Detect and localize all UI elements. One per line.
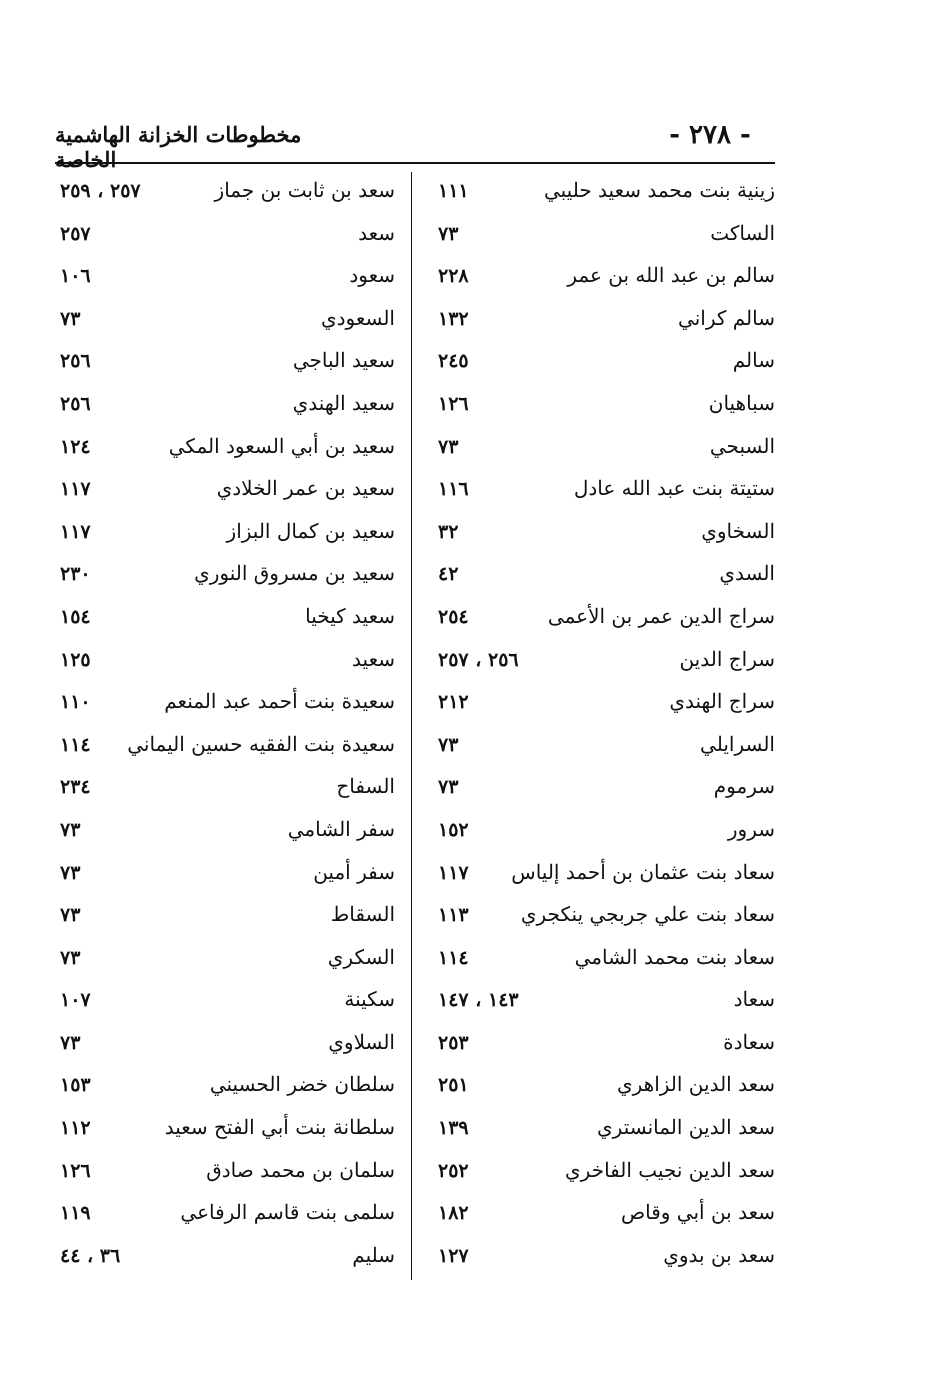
index-entry bbox=[420, 1237, 775, 1280]
index-entry bbox=[55, 215, 395, 258]
column-divider bbox=[411, 172, 412, 1280]
entry-pages: ٧٣ bbox=[60, 946, 81, 969]
index-entry bbox=[55, 555, 395, 598]
index-entry bbox=[420, 598, 775, 641]
entry-pages: ١٥٣ bbox=[60, 1074, 91, 1097]
index-entry bbox=[55, 981, 395, 1024]
entry-name: سعود bbox=[349, 263, 395, 288]
entry-name: سعد الدين الزاهري bbox=[616, 1072, 775, 1097]
entry-pages: ١٣٩ bbox=[438, 1117, 469, 1140]
entry-name: سعاد بنت عثمان بن أحمد إلياس bbox=[511, 859, 775, 884]
entry-pages: ١٢٤ bbox=[60, 435, 91, 458]
index-entry bbox=[420, 641, 775, 684]
entry-name: سرور bbox=[727, 816, 775, 841]
entry-name: سلطانة بنت أبي الفتح سعيد bbox=[164, 1115, 395, 1140]
index-entry bbox=[420, 470, 775, 513]
entry-name: الساكت bbox=[710, 220, 775, 245]
entry-name: سعد بن ثابت بن جماز bbox=[214, 178, 395, 202]
entry-pages: ١٨٢ bbox=[438, 1202, 469, 1225]
entry-pages: ٢٥٧ bbox=[60, 222, 91, 245]
entry-pages: ٧٣ bbox=[60, 818, 81, 841]
entry-pages: ٧٣ bbox=[60, 904, 81, 927]
index-entry bbox=[55, 385, 395, 428]
entry-pages: ٢٥١ bbox=[438, 1074, 469, 1097]
entry-pages: ١٠٦ bbox=[60, 265, 91, 288]
entry-name: سالم bbox=[732, 348, 775, 373]
index-entry bbox=[420, 981, 775, 1024]
entry-pages: ٢٣٤ bbox=[60, 776, 91, 799]
entry-name: السلاوي bbox=[328, 1029, 395, 1054]
index-entry bbox=[420, 1152, 775, 1195]
index-entry bbox=[420, 683, 775, 726]
index-entry bbox=[55, 726, 395, 769]
entry-pages: ٧٣ bbox=[60, 307, 81, 330]
entry-name: سالم بن عبد الله بن عمر bbox=[567, 263, 775, 288]
index-entry bbox=[420, 385, 775, 428]
entry-name: السبحي bbox=[709, 433, 775, 458]
index-entry bbox=[55, 1237, 395, 1280]
index-entry bbox=[55, 428, 395, 471]
entry-name: سرموم bbox=[713, 774, 775, 799]
entry-name: سليم bbox=[352, 1242, 395, 1267]
entry-pages: ١٢٦ bbox=[60, 1159, 91, 1182]
entry-name: السفاح bbox=[336, 774, 395, 799]
index-entry bbox=[420, 1024, 775, 1067]
entry-pages: ١٣٢ bbox=[438, 307, 469, 330]
entry-name: السقاط bbox=[330, 902, 395, 927]
page-number: - ٢٧٨ - bbox=[669, 120, 751, 150]
entry-name: سعاد بنت علي جربجي ينكجري bbox=[520, 902, 775, 927]
entry-pages: ١٢٥ bbox=[60, 648, 91, 671]
entry-pages: ٢٥٦ bbox=[60, 392, 91, 415]
index-entry bbox=[55, 257, 395, 300]
entry-name: سعيد الهندي bbox=[292, 390, 395, 415]
index-entry bbox=[55, 1109, 395, 1152]
entry-name: سراج الهندي bbox=[669, 689, 775, 714]
entry-name: سعيد بن أبي السعود المكي bbox=[168, 433, 395, 458]
entry-pages: ٢٥٤ bbox=[438, 605, 469, 628]
entry-name: سراج الدين bbox=[679, 646, 775, 671]
entry-name: سعد بن بدوي bbox=[663, 1242, 775, 1267]
entry-name: سعيد كيخيا bbox=[305, 603, 395, 628]
entry-name: سلمى بنت قاسم الرفاعي bbox=[180, 1200, 395, 1225]
entry-pages: ٢١٢ bbox=[438, 691, 469, 714]
entry-name: السرايلي bbox=[700, 731, 775, 756]
index-entry bbox=[55, 939, 395, 982]
index-entry bbox=[420, 513, 775, 556]
entry-pages: ١٥٢ bbox=[438, 818, 469, 841]
index-entry bbox=[420, 555, 775, 598]
index-entry bbox=[55, 1066, 395, 1109]
entry-name: سعد الدين نجيب الفاخري bbox=[565, 1157, 775, 1182]
entry-name: السخاوي bbox=[701, 518, 775, 543]
entry-name: سراج الدين عمر بن الأعمى bbox=[547, 603, 775, 628]
entry-name: السعودي bbox=[320, 305, 395, 330]
entry-name: سعيد bbox=[352, 646, 395, 671]
entry-name: سلمان بن محمد صادق bbox=[206, 1157, 395, 1182]
entry-pages: ١٤٣ ، ١٤٧ bbox=[438, 989, 519, 1012]
entry-name: سعيد بن عمر الخلادي bbox=[216, 476, 395, 501]
entry-name: سعد بن أبي وقاص bbox=[620, 1200, 775, 1225]
index-entry bbox=[420, 257, 775, 300]
entry-pages: ١٥٤ bbox=[60, 605, 91, 628]
index-entry bbox=[420, 811, 775, 854]
index-entry bbox=[55, 896, 395, 939]
index-entry bbox=[420, 300, 775, 343]
entry-pages: ١٢٦ bbox=[438, 392, 469, 415]
index-entry bbox=[55, 300, 395, 343]
entry-name: سعد bbox=[358, 220, 395, 245]
entry-name: سعيد بن مسروق النوري bbox=[194, 561, 395, 586]
entry-pages: ٧٣ bbox=[60, 861, 81, 884]
index-entry bbox=[420, 1066, 775, 1109]
entry-name: سعيد الباجي bbox=[292, 348, 395, 373]
index-entry bbox=[420, 854, 775, 897]
index-entry bbox=[55, 470, 395, 513]
index-entry bbox=[420, 1194, 775, 1237]
entry-pages: ٤٢ bbox=[438, 563, 459, 586]
entry-name: سفر أمين bbox=[313, 859, 395, 884]
index-entry bbox=[420, 342, 775, 385]
entry-name: سباهيان bbox=[708, 390, 775, 415]
entry-pages: ١١٧ bbox=[60, 520, 91, 543]
index-entry bbox=[55, 811, 395, 854]
index-entry bbox=[55, 513, 395, 556]
entry-pages: ١١٢ bbox=[60, 1117, 91, 1140]
entry-pages: ٧٣ bbox=[438, 222, 459, 245]
entry-pages: ١١٤ bbox=[438, 946, 469, 969]
index-entry bbox=[55, 683, 395, 726]
entry-pages: ٢٢٨ bbox=[438, 265, 469, 288]
entry-name: سكينة bbox=[344, 987, 395, 1012]
entry-name: سعيد بن كمال البزاز bbox=[226, 518, 395, 543]
entry-name: سلطان خضر الحسيني bbox=[209, 1072, 395, 1097]
index-column-left bbox=[55, 172, 395, 1279]
index-entry bbox=[420, 215, 775, 258]
index-entry bbox=[55, 172, 395, 215]
index-entry bbox=[420, 172, 775, 215]
entry-pages: ١٠٧ bbox=[60, 989, 91, 1012]
index-entry bbox=[55, 641, 395, 684]
entry-name: سعادة bbox=[723, 1029, 775, 1054]
entry-pages: ١١٠ bbox=[60, 691, 91, 714]
index-entry bbox=[55, 1152, 395, 1195]
index-column-right bbox=[420, 172, 775, 1279]
entry-name: سالم كراني bbox=[678, 305, 775, 330]
index-entry bbox=[420, 1109, 775, 1152]
entry-name: سعاد بنت محمد الشامي bbox=[574, 944, 775, 969]
index-entry bbox=[55, 342, 395, 385]
index-entry bbox=[55, 854, 395, 897]
entry-name: سعيدة بنت أحمد عبد المنعم bbox=[164, 689, 395, 714]
entry-pages: ٣٦ ، ٤٤ bbox=[60, 1244, 121, 1267]
entry-pages: ٧٣ bbox=[60, 1031, 81, 1054]
entry-pages: ٢٥٦ bbox=[60, 350, 91, 373]
index-entry bbox=[420, 726, 775, 769]
header-rule bbox=[55, 162, 775, 164]
entry-pages: ٧٣ bbox=[438, 733, 459, 756]
entry-name: السكري bbox=[327, 944, 395, 969]
index-entry bbox=[420, 896, 775, 939]
entry-pages: ٧٣ bbox=[438, 435, 459, 458]
entry-name: سعد الدين المانستري bbox=[597, 1115, 775, 1140]
entry-pages: ١١٤ bbox=[60, 733, 91, 756]
entry-pages: ٧٣ bbox=[438, 776, 459, 799]
entry-pages: ٢٥٣ bbox=[438, 1031, 469, 1054]
index-entry bbox=[55, 598, 395, 641]
index-entry bbox=[420, 939, 775, 982]
entry-pages: ٢٥٦ ، ٢٥٧ bbox=[438, 648, 519, 671]
index-entry bbox=[55, 768, 395, 811]
index-entry bbox=[420, 768, 775, 811]
entry-name: السدي bbox=[719, 561, 775, 586]
entry-name: زينية بنت محمد سعيد حليبي bbox=[543, 178, 775, 202]
entry-pages: ٢٥٧ ، ٢٥٩ bbox=[60, 180, 141, 202]
entry-pages: ١٢٧ bbox=[438, 1244, 469, 1267]
running-title: مخطوطات الخزانة الهاشمية الخاصة bbox=[55, 122, 302, 172]
entry-pages: ١١٦ bbox=[438, 478, 469, 501]
entry-pages: ٢٥٢ bbox=[438, 1159, 469, 1182]
entry-name: سعيدة بنت الفقيه حسين اليماني bbox=[127, 731, 395, 756]
entry-pages: ١١٩ bbox=[60, 1202, 91, 1225]
entry-pages: ٢٣٠ bbox=[60, 563, 91, 586]
index-entry bbox=[55, 1024, 395, 1067]
entry-pages: ٢٤٥ bbox=[438, 350, 469, 373]
entry-pages: ١١٧ bbox=[438, 861, 469, 884]
entry-pages: ١١١ bbox=[438, 180, 469, 202]
index-entry bbox=[420, 428, 775, 471]
index-entry bbox=[55, 1194, 395, 1237]
entry-pages: ١١٧ bbox=[60, 478, 91, 501]
entry-name: سفر الشامي bbox=[287, 816, 395, 841]
entry-pages: ١١٣ bbox=[438, 904, 469, 927]
entry-pages: ٣٢ bbox=[438, 520, 459, 543]
entry-name: ستيتة بنت عبد الله عادل bbox=[573, 476, 775, 501]
entry-name: سعاد bbox=[733, 987, 775, 1012]
